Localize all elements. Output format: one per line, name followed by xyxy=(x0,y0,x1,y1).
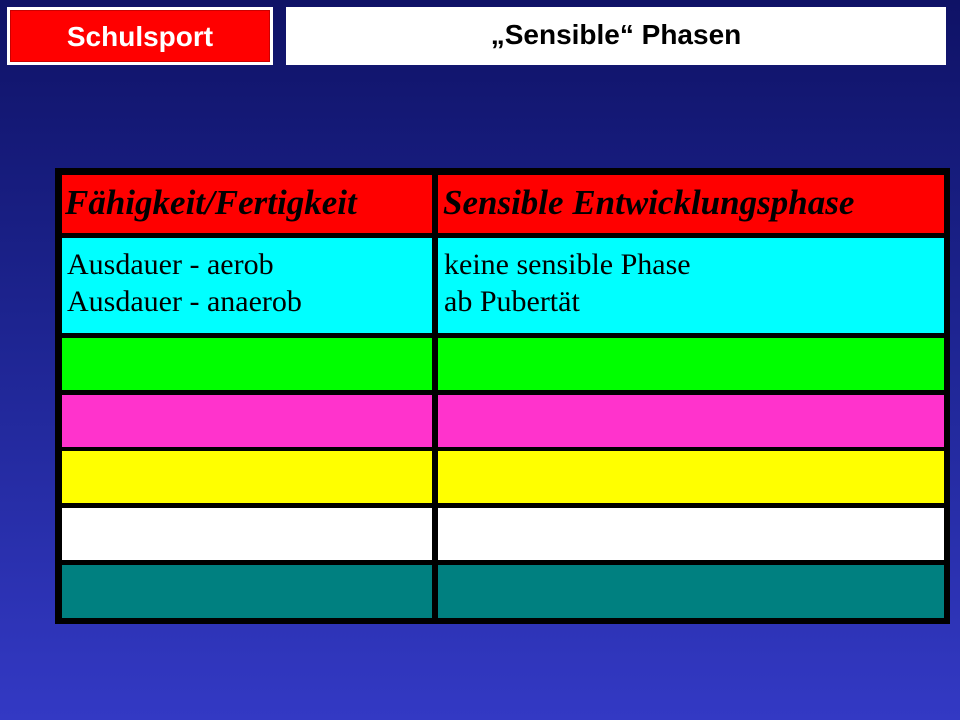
table-row-white-ability xyxy=(62,508,432,560)
page-title-box xyxy=(286,7,946,65)
table-row-green-phase xyxy=(438,338,944,390)
table-row-ausdauer-ability xyxy=(62,238,432,333)
table-row-magenta-ability xyxy=(62,395,432,447)
badge-label: Schulsport xyxy=(66,21,214,52)
table-row-ausdauer-phase xyxy=(438,238,944,333)
ability-line: Ausdauer - aerob xyxy=(67,248,274,281)
ability-cell xyxy=(67,246,302,320)
table-row-green-ability xyxy=(62,338,432,390)
table-row-yellow-ability xyxy=(62,451,432,503)
table-header-ability xyxy=(62,175,432,233)
table-row-teal-phase xyxy=(438,565,944,618)
schulsport-badge xyxy=(7,7,273,65)
sensible-phases-table xyxy=(55,168,950,624)
table-row-yellow-phase xyxy=(438,451,944,503)
column-header-label: Fähigkeit/Fertigkeit xyxy=(65,183,357,222)
table-row-white-phase xyxy=(438,508,944,560)
table-row-magenta-phase xyxy=(438,395,944,447)
ability-line: Ausdauer - anaerob xyxy=(67,285,302,318)
phase-line: keine sensible Phase xyxy=(444,248,691,281)
table-row-teal-ability xyxy=(62,565,432,618)
phase-cell xyxy=(444,246,691,320)
phase-line: ab Pubertät xyxy=(444,285,580,318)
column-header-label: Sensible Entwicklungsphase xyxy=(443,183,855,222)
table-header-phase xyxy=(438,175,944,233)
page-title: „Sensible“ Phasen xyxy=(490,19,742,50)
